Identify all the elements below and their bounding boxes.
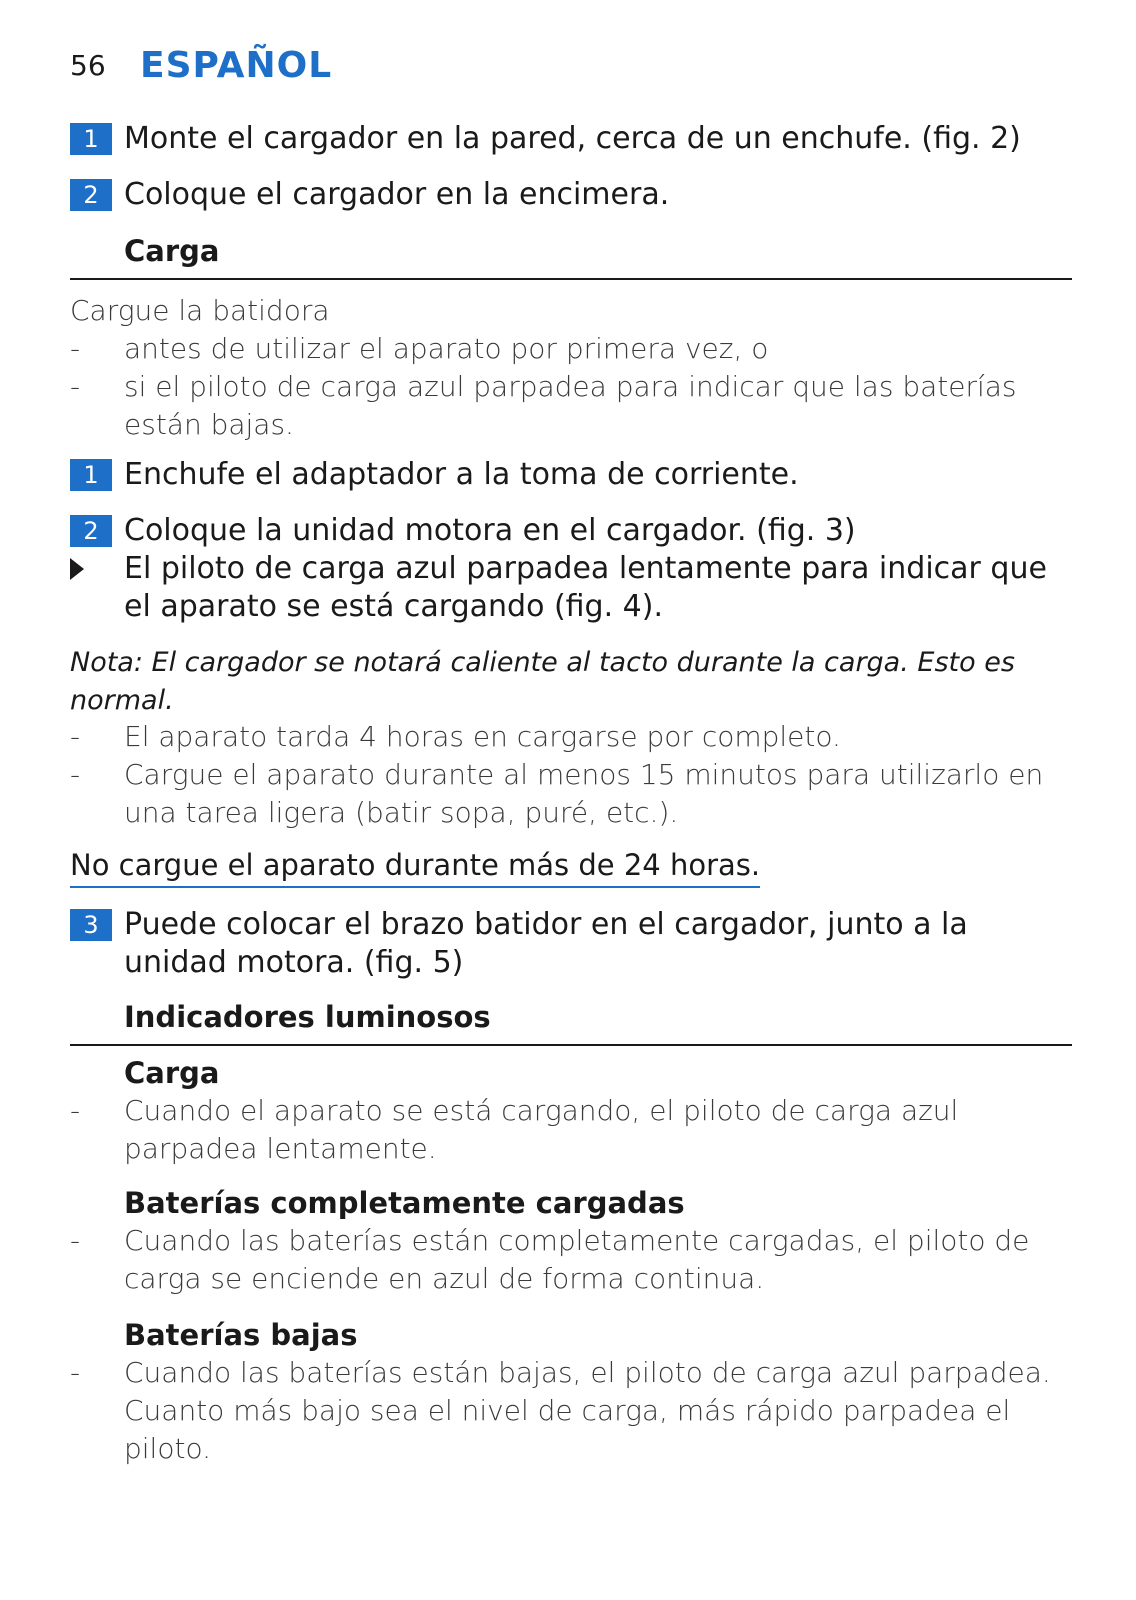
indicator-subheading <box>70 1184 1070 1222</box>
charging-step-2 <box>70 512 1070 550</box>
section-divider <box>70 1044 1072 1046</box>
dash-bullet: - <box>70 720 81 753</box>
section-heading-carga <box>70 232 1070 270</box>
fact-text: Cargue el aparato durante al menos 15 minutos para utilizarlo en una tarea ligera (batir sopa, puré, etc.). <box>124 758 1044 829</box>
page-number: 56 <box>70 48 106 82</box>
charging-step-3 <box>70 906 1070 982</box>
indicator-title: Baterías bajas <box>124 1318 358 1352</box>
result-text: El piloto de carga azul parpadea lentamente para indicar que el aparato se está cargando (fig. 4). <box>124 551 1047 624</box>
step-number-badge: 1 <box>70 459 112 491</box>
indicator-subheading <box>70 1054 1070 1092</box>
fact-item <box>70 756 1070 832</box>
fact-text: El aparato tarda 4 horas en cargarse por completo. <box>124 720 841 753</box>
result-triangle-icon <box>70 558 84 580</box>
indicator-item <box>70 1222 1070 1298</box>
charging-intro <box>70 292 1070 330</box>
step-number-badge: 1 <box>70 123 112 155</box>
dash-bullet: - <box>70 370 81 403</box>
fact-item <box>70 718 1070 756</box>
dash-bullet: - <box>70 1224 81 1257</box>
section-heading-text: Indicadores luminosos <box>124 1000 491 1034</box>
step-number-badge: 2 <box>70 515 112 547</box>
intro-text: Cargue la batidora <box>70 294 330 327</box>
page-header <box>70 42 332 88</box>
charging-result <box>70 550 1070 626</box>
condition-text: si el piloto de carga azul parpadea para indicar que las baterías están bajas. <box>124 370 1017 441</box>
indicator-text: Cuando el aparato se está cargando, el piloto de carga azul parpadea lentamente. <box>124 1094 959 1165</box>
indicator-item <box>70 1354 1070 1465</box>
step-number-badge: 3 <box>70 909 112 941</box>
indicator-title: Baterías completamente cargadas <box>124 1186 685 1220</box>
charging-step-1 <box>70 456 1070 494</box>
dash-bullet: - <box>70 1094 81 1127</box>
indicator-text: Cuando las baterías están completamente cargadas, el piloto de carga se enciende en azul de forma continua. <box>124 1224 1030 1295</box>
language-title: ESPAÑOL <box>140 44 333 86</box>
mount-step-2 <box>70 176 1070 214</box>
indicator-item <box>70 1092 1070 1168</box>
charging-warning <box>70 846 1070 888</box>
step-text: Coloque el cargador en la encimera. <box>124 177 670 212</box>
indicator-subheading <box>70 1316 1070 1354</box>
condition-item <box>70 330 1070 368</box>
step-text: Coloque la unidad motora en el cargador. (fig. 3) <box>124 513 856 548</box>
condition-item <box>70 368 1070 444</box>
note-text: Nota: El cargador se notará caliente al tacto durante la carga. Esto es normal. <box>70 647 1015 716</box>
section-heading-text: Carga <box>124 234 220 268</box>
warning-text: No cargue el aparato durante más de 24 horas. <box>70 846 760 888</box>
section-heading-indicadores <box>70 998 1070 1036</box>
indicator-text: Cuando las baterías están bajas, el piloto de carga azul parpadea. Cuanto más bajo sea el nivel de carga, más rápido parpadea el piloto. <box>124 1356 1051 1465</box>
dash-bullet: - <box>70 1356 81 1389</box>
step-text: Puede colocar el brazo batidor en el cargador, junto a la unidad motora. (fig. 5) <box>124 907 968 980</box>
dash-bullet: - <box>70 332 81 365</box>
condition-text: antes de utilizar el aparato por primera vez, o <box>124 332 769 365</box>
step-text: Enchufe el adaptador a la toma de corriente. <box>124 457 799 492</box>
mount-step-1 <box>70 120 1070 158</box>
indicator-title: Carga <box>124 1056 220 1090</box>
dash-bullet: - <box>70 758 81 791</box>
step-number-badge: 2 <box>70 179 112 211</box>
section-divider <box>70 278 1072 280</box>
charging-note <box>70 644 1070 720</box>
step-text: Monte el cargador en la pared, cerca de un enchufe. (fig. 2) <box>124 121 1021 156</box>
